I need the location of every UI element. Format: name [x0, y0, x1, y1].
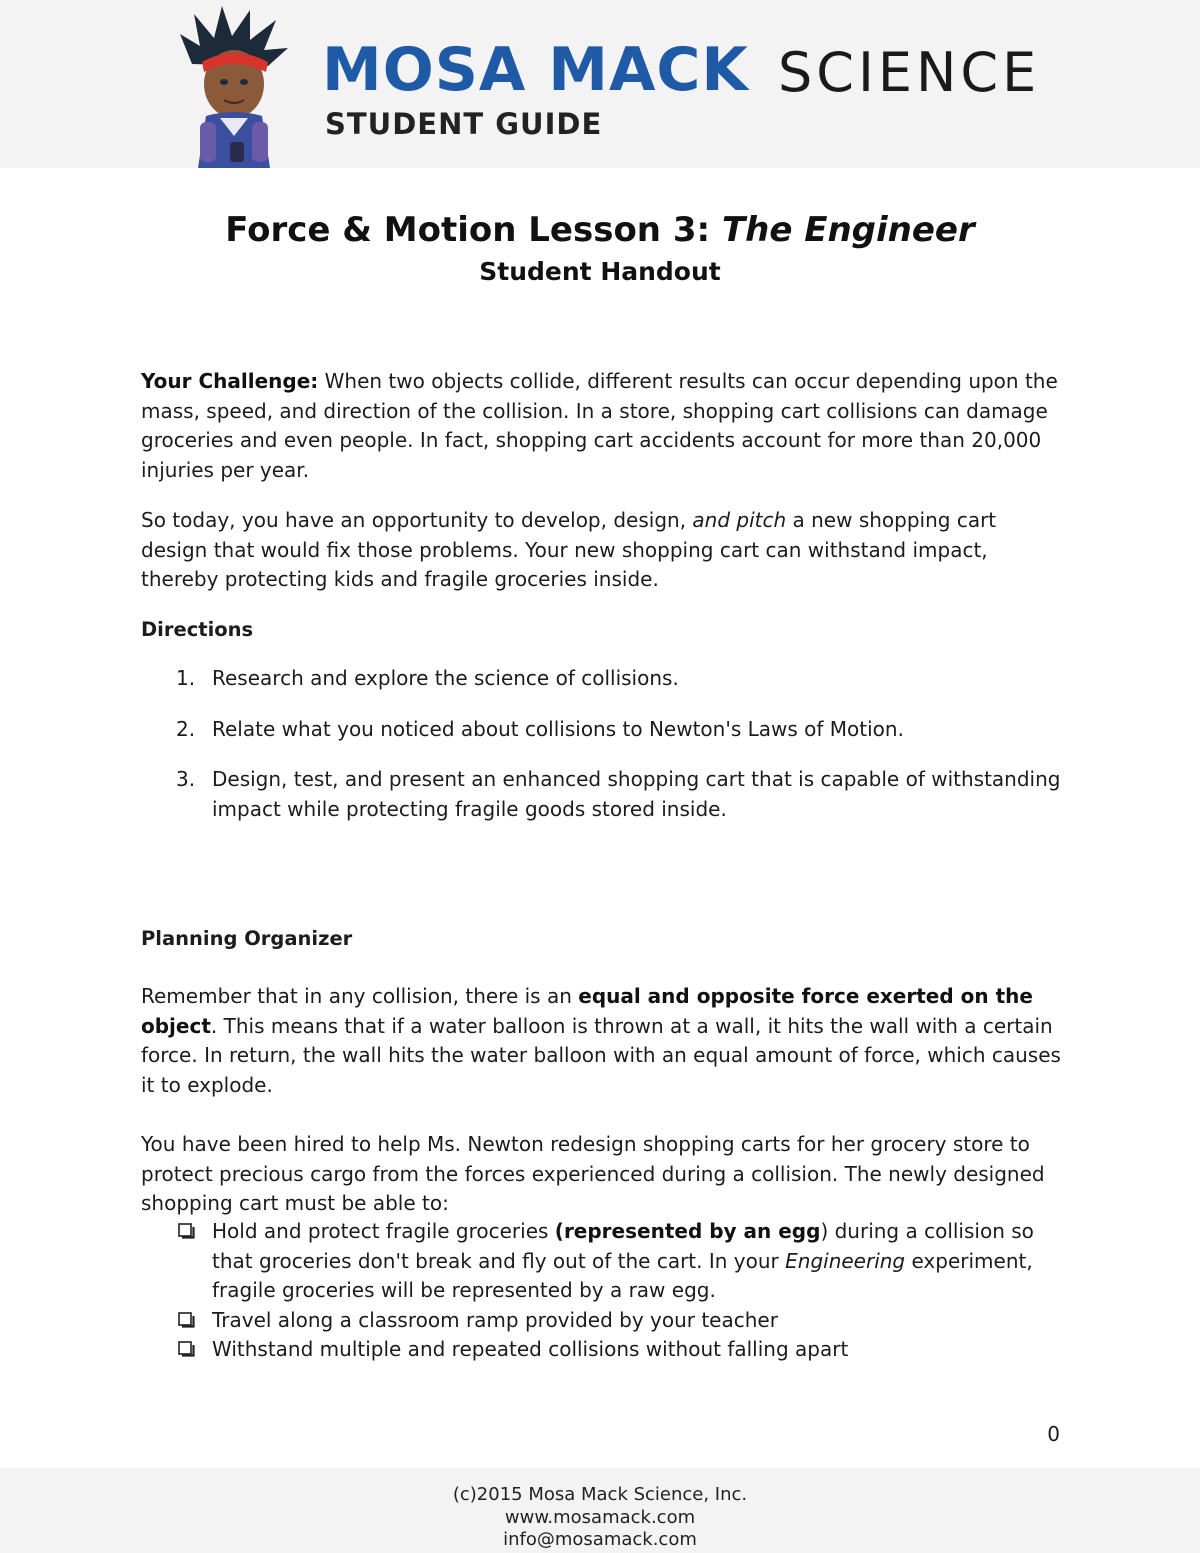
today-text-1: So today, you have an opportunity to develop, design, — [141, 508, 693, 532]
today-text-2: a new shopping cart design that would fix those problems. Your new shopping cart can withstand impact, thereby protecting kids and fragile groceries inside. — [141, 508, 997, 591]
req-text: Withstand multiple and repeated collisions without falling apart — [212, 1337, 849, 1361]
challenge-label: Your Challenge: — [141, 369, 319, 393]
brand-name: MOSA MACK — [322, 35, 749, 105]
req-text: ) during a collision so that groceries don't break and fly out of the cart. In your — [212, 1219, 1034, 1273]
brand-suffix: SCIENCE — [778, 41, 1041, 104]
today-paragraph — [141, 506, 1061, 595]
hired-paragraph: You have been hired to help Ms. Newton redesign shopping carts for her grocery store to protect precious cargo from the forces experienced during a collision. The newly designed shopping cart must be able to: — [141, 1132, 1045, 1215]
list-item — [141, 1217, 1061, 1306]
list-item — [141, 715, 1061, 745]
page-subtitle: Student Handout — [479, 257, 721, 286]
list-item — [141, 1335, 1061, 1365]
challenge-paragraph — [141, 367, 1061, 485]
checkbox-bullet-icon — [178, 1341, 195, 1358]
list-number: 2. — [176, 716, 196, 741]
req-text: Hold and protect fragile groceries — [212, 1219, 555, 1243]
list-text: Relate what you noticed about collisions to Newton's Laws of Motion. — [212, 716, 904, 741]
list-item — [141, 1306, 1061, 1336]
page-number: 0 — [1047, 1422, 1060, 1446]
checkbox-bullet-icon — [178, 1223, 195, 1240]
student-character-icon — [172, 4, 292, 168]
brand-subtitle: STUDENT GUIDE — [325, 107, 603, 141]
title-emphasis: The Engineer — [721, 210, 975, 250]
footer-website-link[interactable]: www.mosamack.com — [504, 1507, 696, 1528]
remember-text-2: . This means that if a water balloon is thrown at a wall, it hits the wall with a certain force. In return, the wall hits the water balloon with an equal amount of force, which causes it to explode. — [141, 1013, 1061, 1097]
remember-paragraph — [141, 982, 1061, 1100]
list-number: 3. — [176, 767, 196, 791]
challenge-text: When two objects collide, different results can occur depending upon the mass, speed, and direction of the collision. In a store, shopping cart collisions can damage groceries and even people. In fact, shopping cart accidents account for more than 20,000 injuries per year. — [141, 369, 1058, 482]
footer-copyright: (c)2015 Mosa Mack Science, Inc. — [452, 1484, 748, 1505]
directions-list — [141, 664, 1061, 845]
list-text: Design, test, and present an enhanced shopping cart that is capable of withstanding impact while protecting fragile goods stored inside. — [212, 767, 1061, 821]
list-item — [141, 765, 1061, 824]
footer-email-link[interactable]: info@mosamack.com — [503, 1529, 697, 1550]
today-italic: and pitch — [692, 508, 787, 532]
list-item — [141, 664, 1061, 694]
req-bold: (represented by an egg — [554, 1219, 821, 1243]
list-number: 1. — [176, 666, 196, 690]
title-prefix: Force & Motion Lesson 3: — [225, 210, 722, 250]
checkbox-bullet-icon — [178, 1312, 195, 1329]
planning-heading: Planning Organizer — [141, 927, 353, 950]
req-italic: Engineering — [785, 1248, 906, 1273]
remember-text-1: Remember that in any collision, there is an — [141, 984, 579, 1008]
req-text: Travel along a classroom ramp provided by your teacher — [212, 1307, 778, 1332]
remember-bold: equal and opposite force exerted on the object — [141, 984, 1033, 1038]
page-title — [0, 210, 1200, 251]
requirements-list — [141, 1217, 1061, 1365]
req-text: experiment, fragile groceries will be represented by a raw egg. — [212, 1248, 1033, 1302]
list-text: Research and explore the science of collisions. — [212, 666, 679, 690]
directions-heading: Directions — [141, 618, 254, 641]
